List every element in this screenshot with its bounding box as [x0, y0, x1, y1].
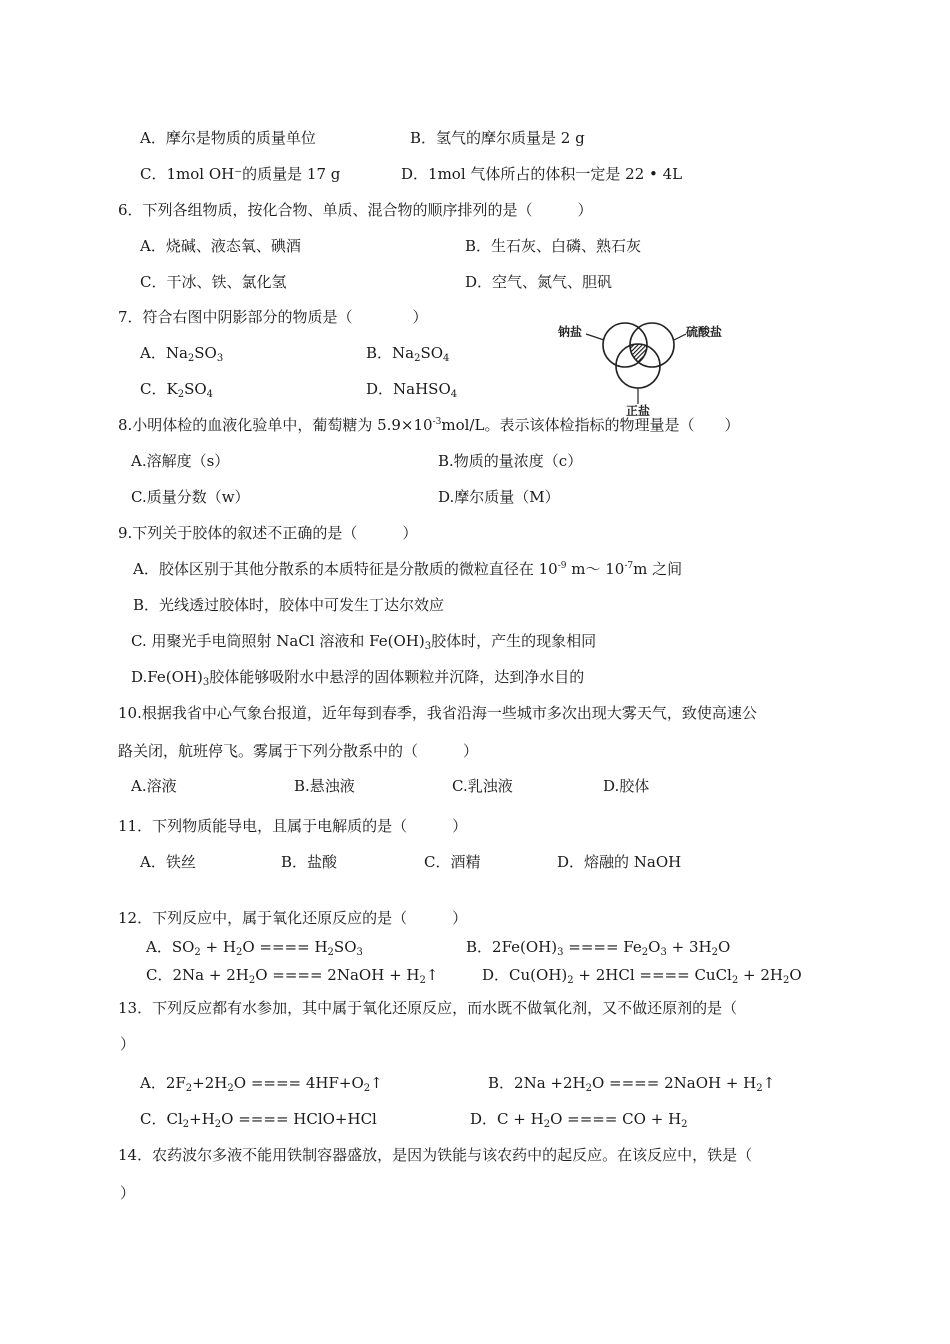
q12-option-c: C．$2Na + 2H_2O$ ==== 2NaOH + $H_2↑$ [146, 966, 439, 986]
venn-label-normal-salt: 正盐 [626, 404, 651, 418]
q9-option-c: C. 用聚光手电筒照射 NaCl 溶液和 $Fe(OH)_3$胶体时，产生的现象相同 [131, 632, 597, 652]
q10-option-b: B.悬浊液 [294, 777, 355, 795]
q10-option-a: A.溶液 [131, 777, 177, 795]
q10-stem-line2: 路关闭，航班停飞。雾属于下列分散系中的（ ） [118, 742, 479, 760]
q10-option-c: C.乳浊液 [452, 777, 513, 795]
q11-stem: 11．下列物质能导电，且属于电解质的是（ ） [118, 817, 468, 835]
venn-label-sodium-salt: 钠盐 [558, 325, 583, 339]
q8-option-a: A.溶解度（s） [131, 452, 230, 470]
q6-option-d: D．空气、氮气、胆矾 [465, 273, 613, 291]
venn-diagram [558, 318, 738, 420]
venn-pointer-right [674, 334, 686, 340]
q7-stem: 7．符合右图中阴影部分的物质是（ ） [118, 308, 428, 326]
q13-option-a: A．$2F_2+2H_2O$ ==== $4HF+O_2↑$ [140, 1074, 383, 1094]
q13-stem-line2: ） [120, 1035, 136, 1053]
q14-stem-line1: 14．农药波尔多液不能用铁制容器盛放，是因为铁能与该农药中的起反应。在该反应中，铁是（ [118, 1146, 753, 1164]
q11-option-a: A．铁丝 [140, 853, 196, 871]
q9-option-d: $D.Fe(OH)_3$胶体能够吸附水中悬浮的固体颗粒并沉降，达到净水目的 [131, 668, 585, 688]
q7-option-b: B．$Na_2SO_4$ [366, 344, 450, 364]
q9-option-b: B．光线透过胶体时，胶体中可发生丁达尔效应 [133, 596, 445, 614]
q12-option-b: B．$2Fe(OH)_3$ ==== $Fe_2O_3 + 3H_2O$ [466, 938, 731, 958]
venn-label-sulfate: 硫酸盐 [686, 325, 723, 339]
q13-option-c: C．$Cl_2+H_2O$ ==== HClO+HCl [140, 1110, 377, 1130]
q12-stem: 12．下列反应中，属于氧化还原反应的是（ ） [118, 909, 468, 927]
q5-option-b: B．氢气的摩尔质量是 2 g [410, 129, 585, 147]
q14-stem-line2: ） [120, 1184, 136, 1202]
q11-option-c: C．酒精 [424, 853, 481, 871]
q8-stem: 8.小明体检的血液化验单中，葡萄糖为 $5.9\times 10^{-3}mol/L$。表示该体检指标的物理量是（ ） [118, 416, 740, 434]
q13-stem-line1: 13．下列反应都有水参加，其中属于氧化还原反应，而水既不做氧化剂，又不做还原剂的是（ [118, 999, 738, 1017]
q11-option-d: D．熔融的 NaOH [557, 853, 682, 871]
q10-option-d: D.胶体 [603, 777, 650, 795]
q5-option-a: A．摩尔是物质的质量单位 [140, 129, 316, 147]
q5-option-d: D．1mol 气体所占的体积一定是 22 • 4L [401, 165, 683, 183]
q5-option-c: C．1mol OH⁻的质量是 17 g [140, 165, 341, 183]
q6-option-a: A．烧碱、液态氧、碘酒 [140, 237, 301, 255]
q11-option-b: B．盐酸 [281, 853, 338, 871]
q12-option-d: D．$Cu(OH)_2 + 2HCl$ ==== CuCl$_2$ + $2H_2O$ [482, 966, 802, 986]
q8-option-b: B.物质的量浓度（c） [438, 452, 583, 470]
q9-option-a: A．胶体区别于其他分散系的本质特征是分散质的微粒直径在 $10^{-9}$ m～ $10^{-7}m$ 之间 [133, 560, 683, 578]
q6-option-c: C．干冰、铁、氯化氢 [140, 273, 287, 291]
q6-stem: 6．下列各组物质，按化合物、单质、混合物的顺序排列的是（ ） [118, 201, 593, 219]
q7-option-a: A．$Na_2SO_3$ [140, 344, 224, 364]
venn-pointer-left [586, 334, 604, 340]
q7-option-d: D．NaHSO$_4$ [366, 380, 458, 400]
q9-stem: 9.下列关于胶体的叙述不正确的是（ ） [118, 524, 418, 542]
q12-option-a: A．$SO_2 + H_2O$ ==== $H_2SO_3$ [146, 938, 363, 958]
q8-option-c: C.质量分数（w） [131, 488, 250, 506]
q10-stem-line1: 10.根据我省中心气象台报道，近年每到春季，我省沿海一些城市多次出现大雾天气，致使高速公 [118, 704, 757, 722]
q13-option-d: D．$C + H_2O$ ==== CO + $H_2$ [470, 1110, 688, 1130]
q7-option-c: C．$K_2SO_4$ [140, 380, 214, 400]
q6-option-b: B．生石灰、白磷、熟石灰 [465, 237, 642, 255]
q8-option-d: D.摩尔质量（M） [438, 488, 560, 506]
q13-option-b: B．$2Na +2H_2O$ ==== 2NaOH + $H_2↑$ [488, 1074, 776, 1094]
